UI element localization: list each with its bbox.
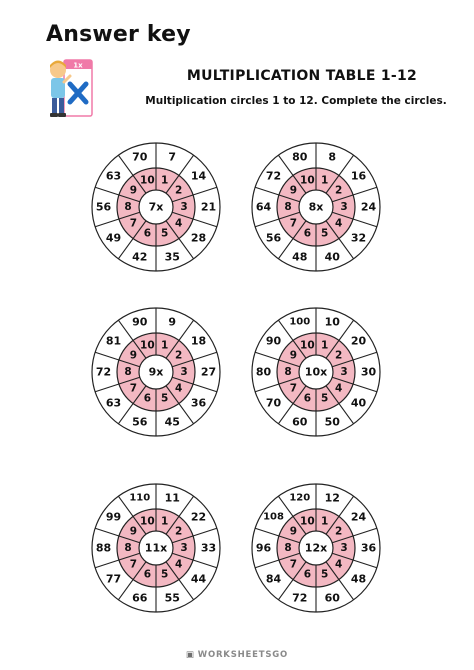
center-label: 10x [304, 365, 328, 379]
page-subtitle: Multiplication circles 1 to 12. Complete the circles. [145, 95, 447, 107]
inner-number: 6 [143, 392, 152, 405]
inner-number: 7 [289, 382, 298, 395]
inner-number: 5 [320, 568, 329, 581]
outer-product: 35 [164, 250, 180, 264]
inner-number: 2 [174, 184, 183, 197]
outer-product: 8 [328, 150, 337, 164]
outer-product: 18 [190, 334, 207, 348]
outer-product: 60 [324, 591, 340, 605]
inner-number: 9 [289, 349, 298, 362]
outer-product: 33 [200, 541, 217, 555]
outer-product: 84 [265, 572, 282, 586]
multiplication-circle [252, 143, 380, 271]
footer-brand [0, 650, 474, 660]
inner-number: 1 [320, 339, 329, 352]
outer-product: 99 [105, 510, 122, 524]
outer-product: 21 [200, 200, 217, 214]
inner-number: 7 [289, 558, 298, 571]
outer-product: 12 [324, 491, 340, 505]
outer-product: 56 [95, 200, 112, 214]
outer-product: 72 [95, 365, 112, 379]
inner-number: 10 [140, 339, 155, 352]
outer-product: 22 [190, 510, 207, 524]
inner-number: 1 [160, 174, 169, 187]
outer-product: 56 [265, 231, 282, 245]
outer-product: 56 [132, 415, 148, 429]
outer-product: 100 [289, 316, 311, 328]
inner-number: 2 [334, 525, 343, 538]
outer-product: 70 [132, 150, 148, 164]
inner-number: 8 [284, 366, 292, 378]
inner-number: 3 [180, 542, 188, 554]
outer-product: 72 [265, 169, 282, 183]
inner-number: 9 [289, 525, 298, 538]
inner-number: 5 [320, 392, 329, 405]
inner-number: 10 [140, 515, 155, 528]
outer-product: 45 [164, 415, 180, 429]
outer-product: 80 [292, 150, 308, 164]
inner-number: 1 [320, 515, 329, 528]
outer-product: 88 [95, 541, 112, 555]
center-label: 11x [144, 541, 168, 555]
inner-number: 4 [174, 217, 183, 230]
worksheetsgo-icon: ▣ [185, 650, 195, 660]
center-label: 9x [148, 365, 164, 379]
inner-number: 6 [303, 227, 312, 240]
outer-product: 96 [255, 541, 272, 555]
multiplication-circle [92, 308, 220, 436]
outer-product: 44 [190, 572, 207, 586]
inner-number: 3 [180, 366, 188, 378]
outer-product: 10 [324, 315, 340, 329]
inner-number: 1 [160, 339, 169, 352]
mascot-badge: 1x [73, 61, 83, 70]
inner-number: 9 [129, 525, 138, 538]
inner-number: 9 [129, 184, 138, 197]
inner-number: 6 [303, 392, 312, 405]
inner-number: 4 [334, 217, 343, 230]
outer-product: 14 [190, 169, 207, 183]
outer-product: 42 [132, 250, 148, 264]
outer-product: 63 [105, 396, 122, 410]
inner-number: 7 [129, 217, 138, 230]
outer-product: 40 [350, 396, 367, 410]
center-label: 8x [308, 200, 324, 214]
outer-product: 7 [168, 150, 177, 164]
outer-product: 24 [350, 510, 367, 524]
inner-number: 9 [289, 184, 298, 197]
inner-number: 8 [124, 542, 132, 554]
outer-product: 90 [265, 334, 282, 348]
outer-product: 81 [105, 334, 122, 348]
inner-number: 3 [340, 366, 348, 378]
outer-product: 40 [324, 250, 340, 264]
outer-product: 48 [292, 250, 308, 264]
outer-product: 24 [360, 200, 377, 214]
inner-number: 6 [303, 568, 312, 581]
outer-product: 9 [168, 315, 177, 329]
center-label: 12x [304, 541, 328, 555]
outer-product: 108 [263, 511, 284, 523]
outer-product: 63 [105, 169, 122, 183]
inner-number: 7 [289, 217, 298, 230]
inner-number: 7 [129, 382, 138, 395]
outer-product: 32 [350, 231, 367, 245]
multiplication-circle [92, 484, 220, 612]
inner-number: 8 [124, 201, 132, 213]
inner-number: 10 [300, 174, 315, 187]
outer-product: 77 [105, 572, 122, 586]
multiplication-circle [252, 308, 380, 436]
outer-product: 48 [350, 572, 367, 586]
inner-number: 1 [160, 515, 169, 528]
outer-product: 36 [190, 396, 207, 410]
outer-product: 28 [190, 231, 207, 245]
outer-product: 49 [105, 231, 122, 245]
outer-product: 110 [129, 492, 151, 504]
multiplication-circle [92, 143, 220, 271]
center-label: 7x [148, 200, 164, 214]
inner-number: 2 [334, 349, 343, 362]
inner-number: 4 [174, 558, 183, 571]
multiplication-circle [252, 484, 380, 612]
inner-number: 3 [340, 542, 348, 554]
inner-number: 5 [160, 392, 169, 405]
inner-number: 5 [160, 227, 169, 240]
outer-product: 16 [350, 169, 367, 183]
answer-key-heading: Answer key [46, 22, 191, 47]
inner-number: 4 [334, 558, 343, 571]
outer-product: 50 [324, 415, 340, 429]
inner-number: 2 [174, 349, 183, 362]
inner-number: 8 [124, 366, 132, 378]
outer-product: 27 [200, 365, 217, 379]
outer-product: 30 [360, 365, 377, 379]
inner-number: 6 [143, 227, 152, 240]
outer-product: 72 [292, 591, 308, 605]
outer-product: 66 [132, 591, 148, 605]
inner-number: 9 [129, 349, 138, 362]
inner-number: 5 [160, 568, 169, 581]
outer-product: 70 [265, 396, 282, 410]
outer-product: 36 [360, 541, 377, 555]
inner-number: 8 [284, 542, 292, 554]
inner-number: 7 [129, 558, 138, 571]
inner-number: 4 [174, 382, 183, 395]
inner-number: 4 [334, 382, 343, 395]
outer-product: 64 [255, 200, 272, 214]
inner-number: 10 [300, 515, 315, 528]
outer-product: 120 [289, 492, 311, 504]
outer-product: 55 [164, 591, 180, 605]
inner-number: 2 [334, 184, 343, 197]
page-title: MULTIPLICATION TABLE 1-12 [186, 68, 418, 84]
outer-product: 60 [292, 415, 308, 429]
outer-product: 80 [255, 365, 272, 379]
inner-number: 1 [320, 174, 329, 187]
footer-text: WORKSHEETSGO [197, 650, 289, 660]
inner-number: 3 [340, 201, 348, 213]
outer-product: 90 [132, 315, 148, 329]
inner-number: 10 [300, 339, 315, 352]
inner-number: 10 [140, 174, 155, 187]
inner-number: 8 [284, 201, 292, 213]
inner-number: 6 [143, 568, 152, 581]
inner-number: 2 [174, 525, 183, 538]
outer-product: 11 [164, 491, 180, 505]
inner-number: 3 [180, 201, 188, 213]
inner-number: 5 [320, 227, 329, 240]
outer-product: 20 [350, 334, 367, 348]
